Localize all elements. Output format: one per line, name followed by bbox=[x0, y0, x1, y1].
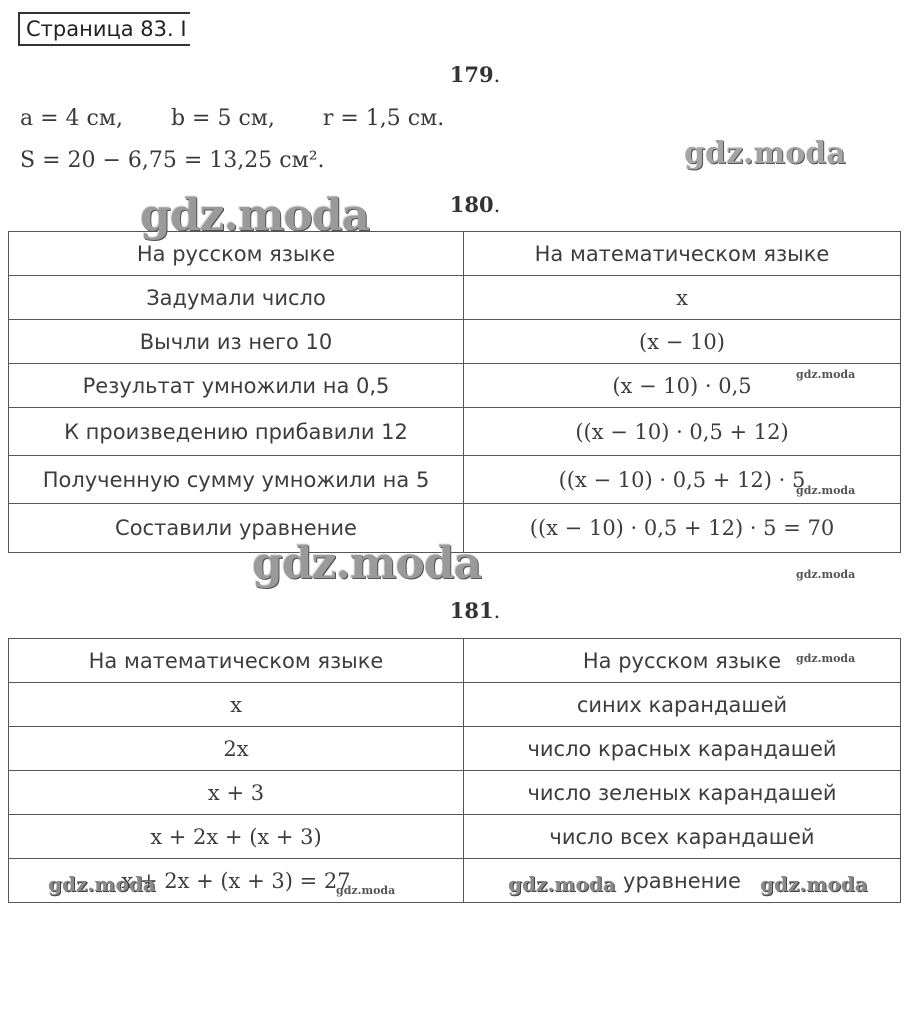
table-row bbox=[9, 456, 901, 504]
header-cell: На математическом языке bbox=[9, 639, 464, 683]
watermark: gdz.moda bbox=[140, 190, 370, 241]
table-cell: x bbox=[464, 276, 901, 320]
table-cell: Вычли из него 10 bbox=[9, 320, 464, 364]
watermark: gdz.moda bbox=[796, 568, 856, 581]
table-cell: x + 2x + (x + 3) = 27 bbox=[9, 859, 464, 903]
watermark: gdz.moda bbox=[336, 884, 396, 897]
table-cell: уравнение bbox=[464, 859, 901, 903]
table-cell: x + 3 bbox=[9, 771, 464, 815]
watermark: gdz.moda bbox=[508, 872, 616, 896]
table-cell: Результат умножили на 0,5 bbox=[9, 364, 464, 408]
table-cell: ((x − 10) · 0,5 + 12) · 5 = 70 bbox=[464, 504, 901, 553]
table-row bbox=[9, 504, 901, 553]
watermark: gdz.moda bbox=[684, 136, 846, 171]
given-r: r = 1,5 см. bbox=[322, 106, 445, 131]
watermark: gdz.moda bbox=[796, 368, 856, 381]
problem-181-number: 181. bbox=[449, 598, 501, 623]
table-row bbox=[9, 683, 901, 727]
table-cell: 2x bbox=[9, 727, 464, 771]
header-cell: На русском языке bbox=[9, 232, 464, 276]
table-cell: (x − 10) bbox=[464, 320, 901, 364]
watermark: gdz.moda bbox=[48, 872, 156, 896]
table-cell: x + 2x + (x + 3) bbox=[9, 815, 464, 859]
table-cell: x bbox=[9, 683, 464, 727]
watermark: gdz.moda bbox=[796, 484, 856, 497]
given-a: a = 4 см, bbox=[20, 106, 123, 131]
table-cell: К произведению прибавили 12 bbox=[9, 408, 464, 456]
table-cell: число красных карандашей bbox=[464, 727, 901, 771]
header-cell: На математическом языке bbox=[464, 232, 901, 276]
table-181 bbox=[8, 638, 901, 903]
table-row bbox=[9, 815, 901, 859]
table-cell: (x − 10) · 0,5 bbox=[464, 364, 901, 408]
table-cell: число зеленых карандашей bbox=[464, 771, 901, 815]
table-row bbox=[9, 408, 901, 456]
header-cell: На русском языке bbox=[464, 639, 901, 683]
table-header-row bbox=[9, 232, 901, 276]
given-b: b = 5 см, bbox=[170, 106, 275, 131]
table-cell: число всех карандашей bbox=[464, 815, 901, 859]
problem-180-number: 180. bbox=[449, 192, 501, 217]
table-180 bbox=[8, 231, 901, 553]
table-cell: синих карандашей bbox=[464, 683, 901, 727]
table-row bbox=[9, 727, 901, 771]
table-row bbox=[9, 364, 901, 408]
table-row bbox=[9, 276, 901, 320]
problem-179-area: S = 20 − 6,75 = 13,25 см². bbox=[20, 148, 325, 173]
problem-179-number: 179. bbox=[449, 62, 501, 87]
table-row bbox=[9, 771, 901, 815]
table-row bbox=[9, 320, 901, 364]
page-label: Страница 83. I bbox=[18, 12, 190, 46]
table-row bbox=[9, 859, 901, 903]
watermark: gdz.moda bbox=[252, 538, 482, 589]
table-cell: ((x − 10) · 0,5 + 12) · 5 bbox=[464, 456, 901, 504]
table-cell: ((x − 10) · 0,5 + 12) bbox=[464, 408, 901, 456]
watermark: gdz.moda bbox=[760, 872, 868, 896]
table-cell: Полученную сумму умножили на 5 bbox=[9, 456, 464, 504]
watermark: gdz.moda bbox=[796, 652, 856, 665]
table-header-row bbox=[9, 639, 901, 683]
table-cell: Составили уравнение bbox=[9, 504, 464, 553]
problem-179-given bbox=[20, 106, 444, 131]
table-cell: Задумали число bbox=[9, 276, 464, 320]
